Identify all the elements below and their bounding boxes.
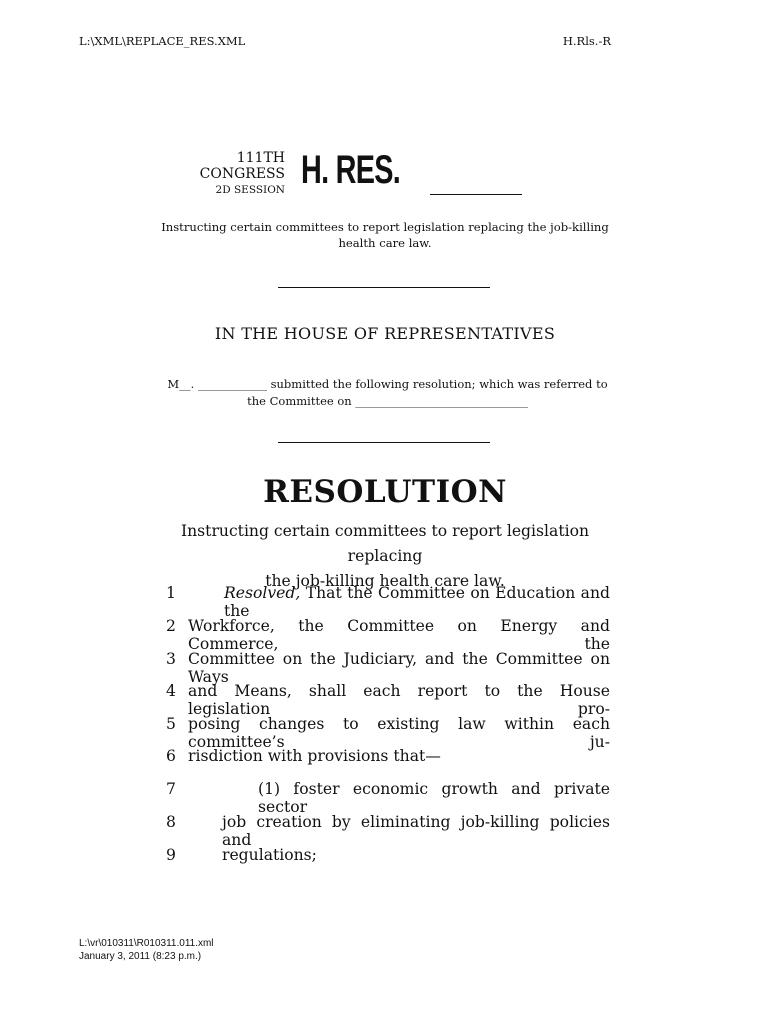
body-line: risdiction with provisions that— <box>188 747 441 765</box>
bill-number-blank <box>430 194 522 195</box>
congress-session-block <box>157 150 285 198</box>
submitted-line: the Committee on ______________________________ <box>247 394 528 408</box>
line-number: 2 <box>166 617 176 635</box>
doc-code-header: H.Rls.-R <box>562 34 611 48</box>
body-line: job creation by eliminating job-killing policies and <box>222 813 610 849</box>
line-number: 6 <box>166 747 176 765</box>
body-line: posing changes to existing law within each committee’s ju- <box>188 715 610 751</box>
line-number: 1 <box>166 584 176 602</box>
submitted-statement <box>165 376 610 410</box>
session-label: 2D SESSION <box>215 184 285 196</box>
divider-rule <box>278 442 490 443</box>
line-number: 5 <box>166 715 176 733</box>
bill-type: H. RES. <box>301 148 400 192</box>
line-number: 7 <box>166 780 176 798</box>
body-line <box>188 584 610 620</box>
short-title-line: Instructing certain committees to report legislation replacing the job-killing <box>161 220 609 234</box>
file-path-header: L:\XML\REPLACE_RES.XML <box>79 34 246 48</box>
long-title-line: Instructing certain committees to report legislation replacing <box>180 522 590 565</box>
body-line-text: That the Committee on Education and the <box>224 584 610 620</box>
body-line: Committee on the Judiciary, and the Committee on Ways <box>188 650 610 686</box>
short-title <box>160 219 610 251</box>
line-number: 3 <box>166 650 176 668</box>
resolution-heading: RESOLUTION <box>263 474 507 510</box>
divider-rule <box>278 287 490 288</box>
line-number: 4 <box>166 682 176 700</box>
body-line: regulations; <box>222 846 317 864</box>
body-line: Workforce, the Committee on Energy and Commerce, the <box>188 617 610 653</box>
footer-date: January 3, 2011 (8:23 p.m.) <box>79 951 202 962</box>
submitted-line: M__. ____________ submitted the following resolution; which was referred to <box>167 377 608 391</box>
resolved-clause: Resolved, <box>224 584 301 602</box>
congress-label: 111TH CONGRESS <box>199 150 285 182</box>
long-title-line: the job-killing health care law. <box>265 572 505 590</box>
footer-path: L:\vr\010311\R010311.011.xml <box>79 938 214 949</box>
body-line: (1) foster economic growth and private sector <box>258 780 610 816</box>
line-number: 9 <box>166 846 176 864</box>
short-title-line: health care law. <box>338 236 432 250</box>
footer-info <box>79 937 214 963</box>
body-line: and Means, shall each report to the House legislation pro- <box>188 682 610 718</box>
chamber-heading: IN THE HOUSE OF REPRESENTATIVES <box>214 324 556 343</box>
long-title <box>150 519 620 594</box>
line-number: 8 <box>166 813 176 831</box>
